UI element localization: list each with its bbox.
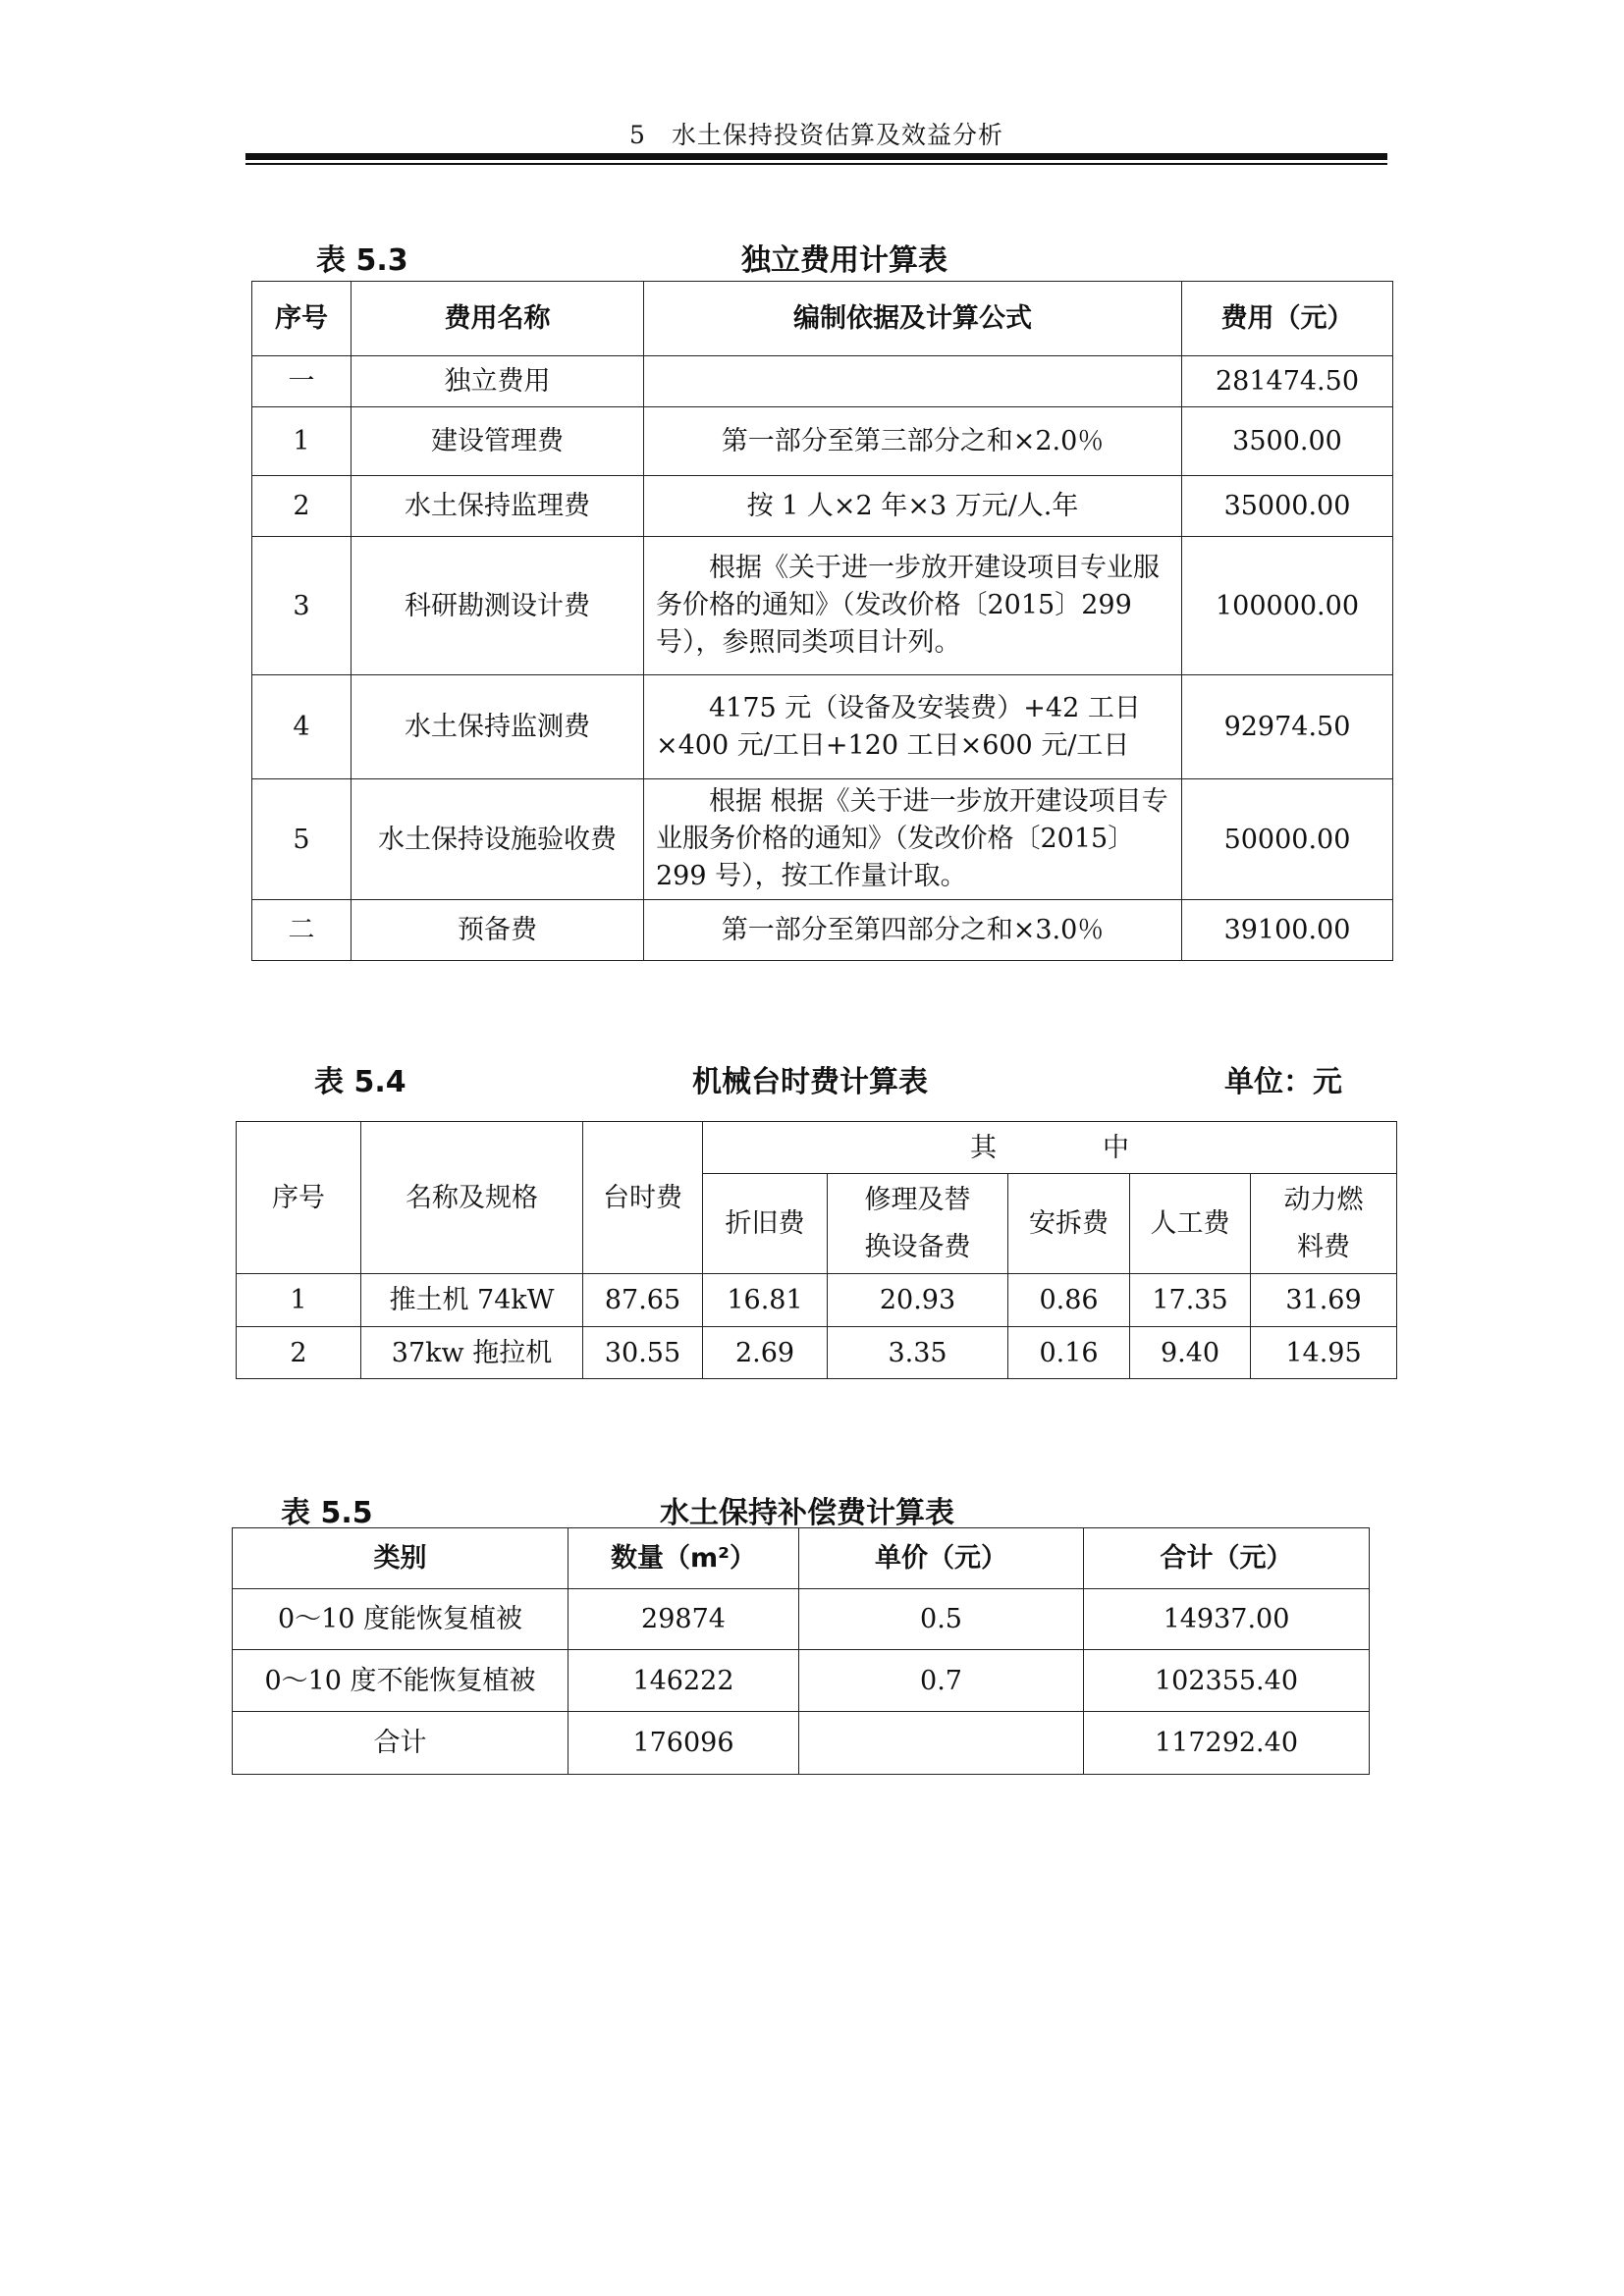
fee-amount: 281474.50 [1182,356,1393,407]
hourly-rate: 87.65 [583,1274,703,1327]
table-row [237,1274,1397,1327]
table-5-4 [236,1121,1397,1379]
unit-price: 0.5 [799,1589,1084,1650]
fee-name: 独立费用 [352,356,644,407]
row-number: 4 [252,675,352,779]
header-group: 其 中 [703,1122,1397,1174]
header-cell: 费用名称 [352,282,644,356]
header-cell: 类别 [233,1528,568,1589]
header-rule [245,153,1387,160]
header-cell: 人工费 [1130,1174,1251,1274]
header-cell: 台时费 [583,1122,703,1274]
table-5-5-title: 水土保持补偿费计算表 [660,1496,954,1530]
row-number: 2 [252,476,352,537]
hourly-rate: 30.55 [583,1327,703,1379]
table-header-row [237,1122,1397,1174]
table-row [233,1712,1370,1775]
row-number: 1 [252,407,352,476]
fee-name: 水土保持监理费 [352,476,644,537]
header-cell: 安拆费 [1008,1174,1130,1274]
table-row [252,537,1393,675]
header-cell: 序号 [252,282,352,356]
header-cell: 名称及规格 [361,1122,583,1274]
fee-amount: 92974.50 [1182,675,1393,779]
fee-amount: 50000.00 [1182,779,1393,900]
unit-price: 0.7 [799,1650,1084,1712]
fee-basis [644,356,1182,407]
table-5-4-title: 机械台时费计算表 [692,1065,928,1099]
category: 合计 [233,1712,568,1775]
machine-name: 37kw 拖拉机 [361,1327,583,1379]
fuel-cost: 14.95 [1251,1327,1397,1379]
fee-basis: 第一部分至第四部分之和×3.0％ [644,900,1182,961]
table-5-4-unit: 单位：元 [1224,1065,1342,1099]
row-number: 1 [237,1274,361,1327]
category: 0～10 度能恢复植被 [233,1589,568,1650]
row-number: 二 [252,900,352,961]
fuel-cost: 31.69 [1251,1274,1397,1327]
row-number: 5 [252,779,352,900]
unit-price [799,1712,1084,1775]
header-cell: 单价（元） [799,1528,1084,1589]
fee-name: 水土保持设施验收费 [352,779,644,900]
table-row [233,1589,1370,1650]
fee-amount: 100000.00 [1182,537,1393,675]
table-row [252,675,1393,779]
table-5-5 [232,1527,1370,1775]
labor-cost: 17.35 [1130,1274,1251,1327]
fee-basis: 根据 根据《关于进一步放开建设项目专业服务价格的通知》（发改价格〔2015〕299 号），按工作量计取。 [644,779,1182,900]
table-header-row [252,282,1393,356]
quantity: 146222 [568,1650,799,1712]
depreciation: 16.81 [703,1274,828,1327]
total: 14937.00 [1084,1589,1370,1650]
fee-name: 科研勘测设计费 [352,537,644,675]
table-row [237,1327,1397,1379]
header-cell: 合计（元） [1084,1528,1370,1589]
header-cell: 数量（m²） [568,1528,799,1589]
total: 102355.40 [1084,1650,1370,1712]
table-header-row [233,1528,1370,1589]
table-row [252,476,1393,537]
header-cell: 编制依据及计算公式 [644,282,1182,356]
labor-cost: 9.40 [1130,1327,1251,1379]
total: 117292.40 [1084,1712,1370,1775]
table-5-3-title: 独立费用计算表 [741,243,947,278]
fee-amount: 3500.00 [1182,407,1393,476]
repair-cost: 3.35 [828,1327,1008,1379]
quantity: 176096 [568,1712,799,1775]
table-5-5-label: 表 5.5 [281,1496,373,1530]
row-number: 2 [237,1327,361,1379]
category: 0～10 度不能恢复植被 [233,1650,568,1712]
header-cell: 费用（元） [1182,282,1393,356]
table-row [252,407,1393,476]
fee-name: 建设管理费 [352,407,644,476]
fee-name: 水土保持监测费 [352,675,644,779]
page-header: 5 水土保持投资估算及效益分析 [629,121,1003,149]
header-cell: 动力燃料费 [1251,1174,1397,1274]
fee-amount: 39100.00 [1182,900,1393,961]
header-cell: 修理及替换设备费 [828,1174,1008,1274]
machine-name: 推土机 74kW [361,1274,583,1327]
row-number: 3 [252,537,352,675]
table-row [252,356,1393,407]
install-cost: 0.16 [1008,1327,1130,1379]
header-cell: 折旧费 [703,1174,828,1274]
header-rule-thin [245,163,1387,165]
header-cell: 序号 [237,1122,361,1274]
fee-amount: 35000.00 [1182,476,1393,537]
install-cost: 0.86 [1008,1274,1130,1327]
table-row [252,900,1393,961]
fee-basis: 4175 元（设备及安装费）+42 工日×400 元/工日+120 工日×600 元/工日 [644,675,1182,779]
fee-basis: 第一部分至第三部分之和×2.0％ [644,407,1182,476]
table-row [233,1650,1370,1712]
quantity: 29874 [568,1589,799,1650]
table-5-4-label: 表 5.4 [314,1065,406,1099]
table-5-3-label: 表 5.3 [316,243,408,278]
table-5-3 [251,281,1393,961]
row-number: 一 [252,356,352,407]
depreciation: 2.69 [703,1327,828,1379]
repair-cost: 20.93 [828,1274,1008,1327]
fee-basis: 根据《关于进一步放开建设项目专业服务价格的通知》（发改价格〔2015〕299 号），参照同类项目计列。 [644,537,1182,675]
fee-name: 预备费 [352,900,644,961]
fee-basis: 按 1 人×2 年×3 万元/人.年 [644,476,1182,537]
table-row [252,779,1393,900]
